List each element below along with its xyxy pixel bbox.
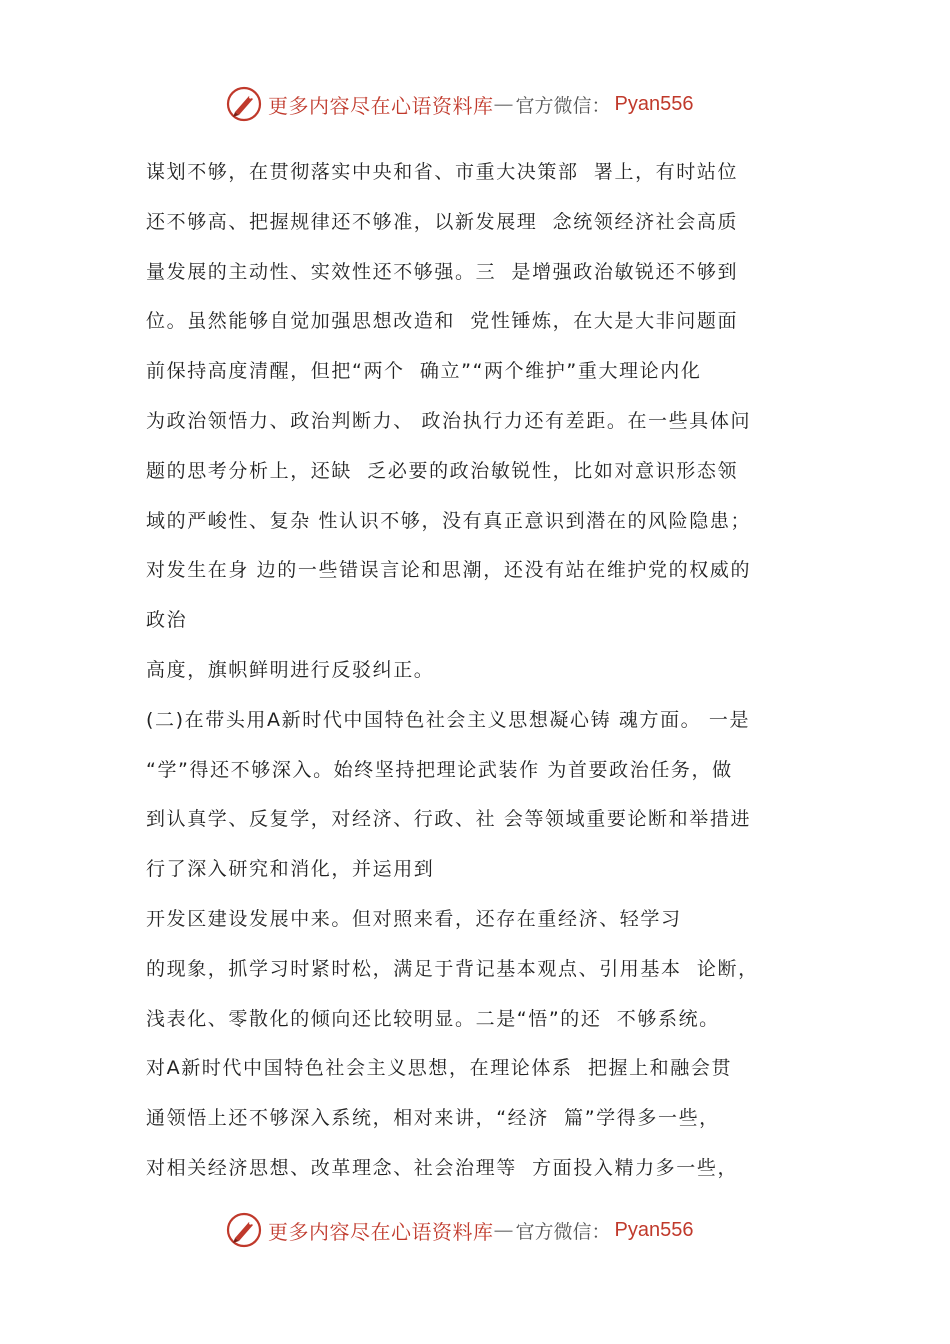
text-line: 谋划不够，在贯彻落实中央和省、市重大决策部 署上，有时站位 [146,161,739,183]
section-heading-line: (二)在带头用A新时代中国特色社会主义思想凝心铸 魂方面。 一是 [146,708,751,731]
text-line: 对A新时代中国特色社会主义思想，在理论体系 把握上和融会贯 [146,1057,733,1080]
text-line: 的现象，抓学习时紧时松，满足于背记基本观点、引用基本 论断， [146,957,759,980]
text-line: 为政治领悟力、政治判断力、 政治执行力还有差距。在一些具体问 [146,409,752,432]
text-line: 对相关经济思想、改革理念、社会治理等 方面投入精力多一些， [146,1156,739,1179]
banner-separator: — [493,1218,514,1242]
text-line: 浅表化、零散化的倾向还比较明显。二是“悟”的还 不够系统。 [146,1007,720,1030]
text-line: 题的思考分析上，还缺 乏必要的政治敏锐性，比如对意识形态领 [146,459,739,482]
pen-logo-icon [226,1212,262,1248]
text-line: 政治 [146,609,188,632]
text-line: 对发生在身 边的一些错误言论和思潮，还没有站在维护党的权威的 [146,559,752,582]
text-line: “学”得还不够深入。始终坚持把理论武装作 为首要政治任务，做 [146,758,733,781]
pen-logo-icon [226,86,262,122]
text-line: 到认真学、反复学，对经济、行政、社 会等领域重要论断和举措进 [146,808,752,831]
banner-wechat-label: 官方微信： [515,1220,611,1243]
text-line: 通领悟上还不够深入系统，相对来讲，“经济 篇”学得多一些， [146,1107,720,1130]
text-line: 高度，旗帜鲜明进行反驳纠正。 [146,658,435,681]
text-line: 前保持高度清醒，但把“两个 确立”“两个维护”重大理论内化 [146,360,702,383]
text-line: 开发区建设发展中来。但对照来看，还存在重经济、轻学习 [146,907,682,930]
banner-wechat-id: Pyan556 [614,1218,694,1241]
footer-banner [226,1210,693,1250]
banner-separator: — [493,92,514,116]
header-banner [226,84,693,124]
text-line: 域的严峻性、复杂 性认识不够，没有真正意识到潜在的风险隐患； [146,509,752,532]
text-line: 位。虽然能够自觉加强思想改造和 党性锤炼，在大是大非问题面 [146,310,739,333]
banner-wechat-label: 官方微信： [515,94,611,117]
banner-wechat-id: Pyan556 [614,92,694,115]
banner-text: 更多内容尽在心语资料库 [268,1219,494,1244]
document-body [146,148,826,1194]
text-line: 还不够高、把握规律还不够准，以新发展理 念统领经济社会高质 [146,210,739,233]
text-line: 行了深入研究和消化，并运用到 [146,858,435,881]
text-line: 量发展的主动性、实效性还不够强。三 是增强政治敏锐还不够到 [146,260,739,283]
banner-text: 更多内容尽在心语资料库 [268,93,494,118]
